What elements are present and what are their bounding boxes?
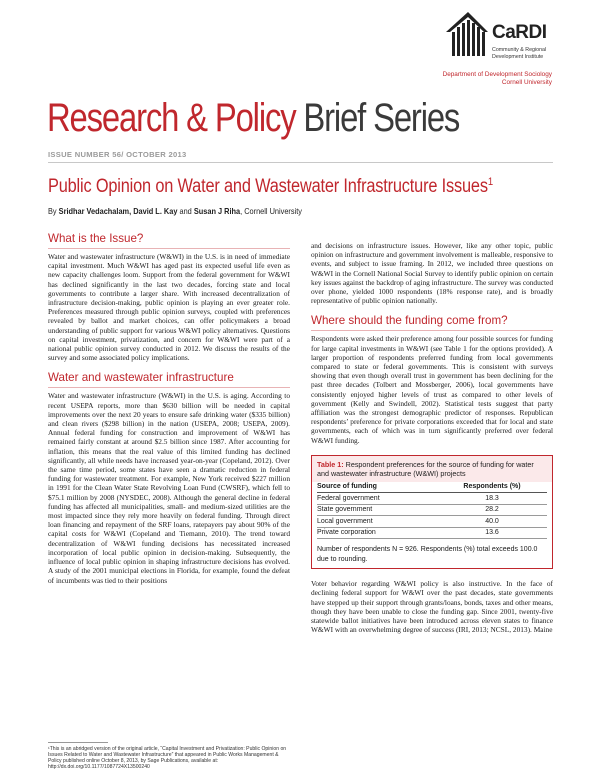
right-column [311,241,553,634]
section-heading-issue: What is the Issue? [48,232,290,249]
section-heading-infrastructure: Water and wastewater infrastructure [48,371,290,388]
university-name: Cornell University [501,79,552,87]
table-cell-source: Private corporation [317,529,376,537]
series-title-brief: Brief Series [295,96,460,140]
table-cell-source: Federal government [317,494,380,502]
author-names: Sridhar Vedachalam, David L. Kay [58,207,178,216]
table-caption-label: Table 1: [317,459,344,469]
cardi-logo [444,10,556,72]
author-last: Susan J Riha [193,207,241,216]
table-cell-pct: 18.3 [485,494,499,502]
byline-conj: and [177,207,194,216]
logo-subtitle: Community & Regional Development Institute [492,47,547,60]
header-rule [48,162,553,163]
left-column [48,232,290,585]
footnote: ¹This is an abridged version of the original article, “Capital Investment and Privatization: Public Opinion on Issues Related to Water and Wastewater Infrastructure” that appeared in Public Works Management & Policy published online October 8, 2013, by Sage Publications, available at: http://dx.doi.org/10.1177/1087724X13500240 [48,746,287,771]
table-body [312,482,552,543]
byline-prefix: By [48,207,59,216]
department-name: Department of Development Sociology [442,71,552,78]
table-note: Number of respondents N = 926. Respondents (%) total exceeds 100.0 due to rounding. [317,546,538,563]
table-row [317,505,547,517]
paragraph-infrastructure: Water and wastewater infrastructure (W&WI) in the U.S. is aging. According to recent USEPA reports, more than $630 billion will be needed in capital improvements over the next 20 years to ensure safe drinking water ($335 billion) and clean rivers ($298 billion) in the nation (USEPA, 2008; USEPA, 2009). Annual federal funding for construction and improvement of W&WI has remained fairly constant at around $2.5 billion since 1987. After accounting for inflation, this means that the real value of this limited funding has declined significantly, all while needs have increased year-on-year (Copeland, 2012). Over the same time period, some states have seen a dramatic reduction in federal funding for wastewater treatment. For example, New York received $227 million in 1991 for the Clean Water State Revolving Loan Fund (CWSRF), which fell to $75.1 million by 2008 (NYSDEC, 2008). Although the general decline in federal funding has affected all municipalities, small- and medium-sized utilities are the most impacted since they rely more heavily on federal funding. Through direct loan financing and repayment of the SRF loans, ratepayers pay about 90% of the capital costs for W&WI (Copeland and Tiemann, 2010). The trend toward decentralization of W&WI funding decisions has necessitated increased incorporation of local public opinion in decision-making. Subsequently, the influence of local public opinion in shaping infrastructure decisions has evolved. A study of the 2001 municipal elections in Florida, for example, found the defeat of incumbents was tied to their positions [48,391,290,585]
series-title [47,94,459,142]
paragraph-continuation: and decisions on infrastructure issues. However, like any other topic, public opinion on infrastructure and government involvement is malleable, responsive to events, and subject to issue framing. In 2012, we included three questions on W&WI in the Cornell National Social Survey to identify public opinion on certain key issues against the backdrop of aging infrastructure. The survey was conducted over phone, yielded 1000 respondents (18% response rate), and is broadly representative of public opinion nationally. [311,241,553,306]
table-row [317,493,547,505]
table-header-respondents: Respondents (%) [463,483,521,491]
table-header-source: Source of funding [317,483,377,491]
house-logo-icon [444,10,490,58]
table-caption [312,456,552,482]
table-cell-source: Local government [317,517,373,525]
article-title [48,176,493,198]
paragraph-funding: Respondents were asked their preference among four possible sources for funding for large capital investments in W&WI (see Table 1 for the options provided). A larger proportion of respondents preferred funding from local governments compared to state or federal governments. This is consistent with surveys showing that even though overall trust in government has been declining for the past three decades (Tolbert and Mossberger, 2006), local governments have consistently enjoyed higher levels of trust as compared to other levels of government (Kelly and Swindell, 2002). Statistical tests suggest that party affiliation was the strongest demographic predictor of responses. Republican respondents’ preference for private corporations exceeded that for local and state governments, each of which was in turn significantly preferred over federal W&WI funding. [311,334,553,445]
paragraph-voter-behavior: Voter behavior regarding W&WI policy is also instructive. In the face of declining federal support for W&WI over the past decades, state governments have stepped up their support through grants/loans, bonds, taxes and other means, though they have been unable to close the funding gap. Since 2001, twenty-five statewide ballot initiatives have been introduced across eleven states to finance W&WI with an overwhelming degree of success (IRI, 2013; NCSL, 2013). Maine [311,579,553,635]
footnote-rule [48,742,108,743]
article-title-text: Public Opinion on Water and Wastewater Infrastructure Issues [48,176,488,197]
table-row [317,528,547,540]
department-block [443,71,552,88]
series-title-research: Research & Policy [47,96,296,140]
table-row [317,516,547,528]
table-cell-pct: 28.2 [485,506,499,514]
author-affiliation: , Cornell University [240,207,302,216]
byline [48,207,302,216]
issue-number: ISSUE NUMBER 56/ OCTOBER 2013 [48,150,187,159]
table-funding-preferences [311,455,553,569]
paragraph-issue: Water and wastewater infrastructure (W&WI) in the U.S. is in need of immediate capital investment. Much W&WI has aged past its expected useful life even as new capacity challenges loom. Support from the federal government for W&WI has declined significantly in the last two decades, forcing state and local governments to contribute a larger share. With increased decentralization of infrastructure decision-making, public opinion is playing an ever greater role. Preferences measured through public opinion surveys, coupled with preferences revealed by ballot and market choices, can offer policymakers a broad understanding of public support for various W&WI policy alternatives. Questions on capital investment, privatization, and concern for W&WI were part of a national public opinion survey conducted in 2012. We discuss the results of the survey and some associated policy implications. [48,252,290,363]
table-cell-pct: 40.0 [485,517,499,525]
footnote-marker: 1 [487,176,493,188]
table-header-row [317,482,547,494]
table-cell-source: State government [317,506,373,514]
table-caption-text: Respondent preferences for the source of funding for water and wastewater infrastructure (W&WI) projects [317,459,534,479]
table-cell-pct: 13.6 [485,529,499,537]
section-heading-funding: Where should the funding come from? [311,314,553,331]
logo-wordmark: CaRDI [492,22,547,43]
